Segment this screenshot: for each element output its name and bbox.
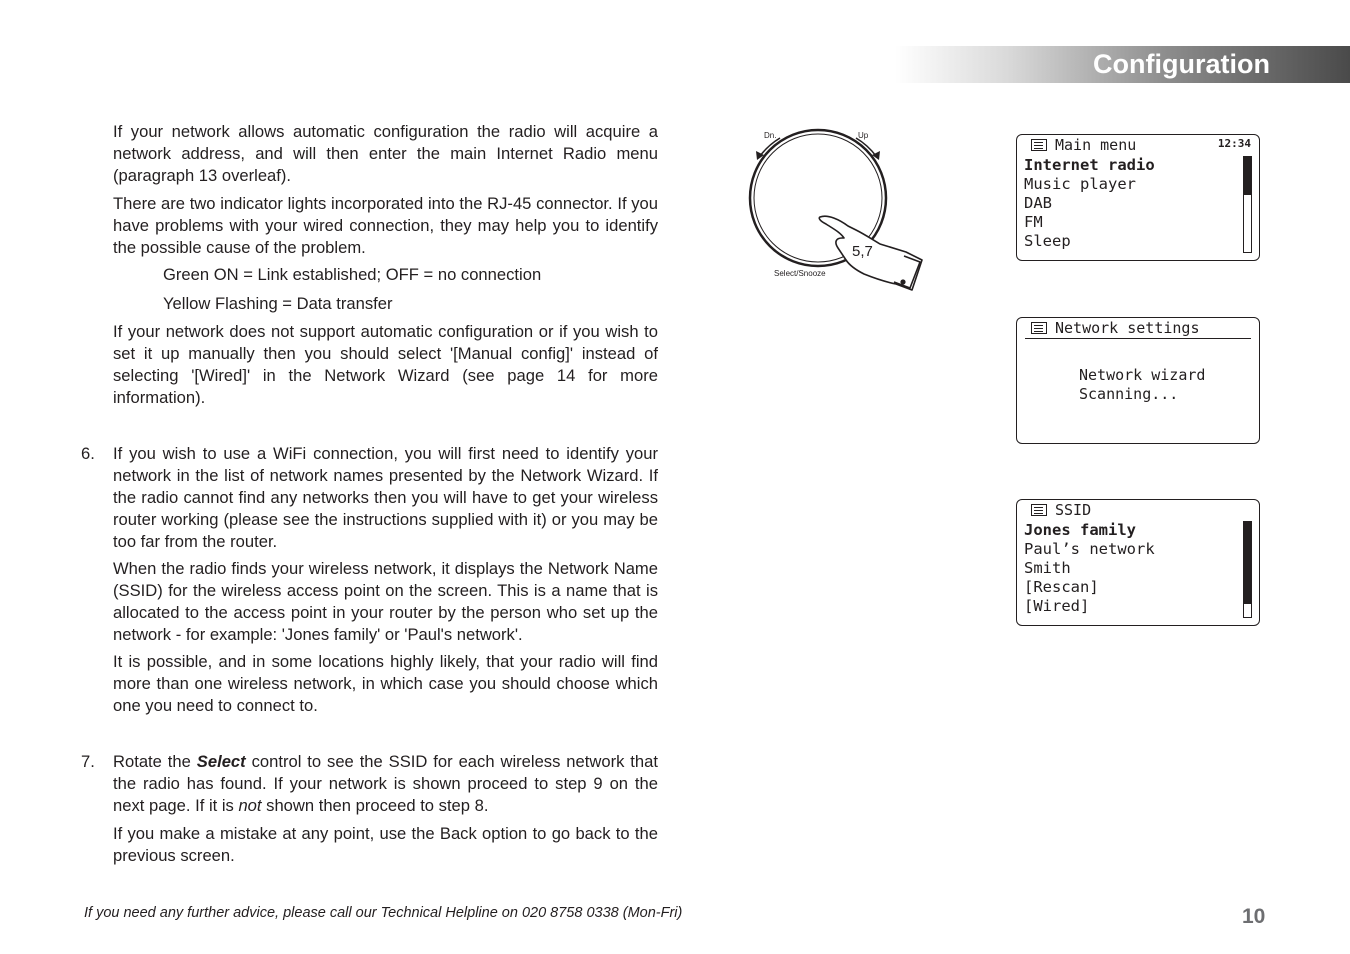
step-reference-label: 5,7 — [852, 243, 873, 260]
dial-label-up: Up — [858, 131, 869, 140]
lcd-title-row — [1031, 500, 1091, 520]
step-number-6: 6. — [81, 444, 95, 463]
scrollbar — [1243, 156, 1252, 253]
paragraph-wifi-connection: If you wish to use a WiFi connection, you will first need to identify your network in the list of network names presented by the Network Wizard. If the radio cannot find any networks then you will have to get your wireless router working (please see the instructions supplied with it) or you may be too far from the router. — [113, 444, 658, 551]
lcd-clock: 12:34 — [1217, 137, 1251, 150]
scrollbar — [1243, 521, 1252, 618]
lcd-title: Main menu — [1055, 136, 1137, 154]
menu-list-icon — [1031, 322, 1047, 334]
lcd-menu-item: FM — [1024, 213, 1043, 231]
lcd-menu-item: [Rescan] — [1024, 578, 1099, 596]
section-header-bar — [895, 46, 1350, 83]
lcd-menu-item: Sleep — [1024, 232, 1071, 250]
paragraph-back-option: If you make a mistake at any point, use the Back option to go back to the previous screen. — [113, 824, 658, 865]
paragraph-multiple-networks: It is possible, and in some locations highly likely, that your radio will find more than one wireless network, in which case you should choose which one you need to connect to. — [113, 652, 658, 715]
lcd-title-row — [1031, 318, 1200, 338]
lcd-main-menu — [1016, 134, 1260, 261]
ssid-list — [1024, 521, 1155, 616]
helpline-note: If you need any further advice, please call our Technical Helpline on 020 8758 0338 (Mon-Fri) — [84, 905, 683, 921]
yellow-led-note: Yellow Flashing = Data transfer — [163, 294, 393, 313]
menu-list-icon — [1031, 504, 1047, 516]
title-divider — [1025, 338, 1251, 339]
scrollbar-thumb — [1244, 157, 1251, 195]
paragraph-manual-config: If your network does not support automatic configuration or if you wish to set it up manually then you should select '[Manual config]' instead of selecting '[Wired]' in the Network Wizard (see page 14 for more information). — [113, 322, 658, 407]
paragraph-ssid-explained: When the radio finds your wireless network, it displays the Network Name (SSID) for the wireless access point on the screen. This is a name that is allocated to the access point in your router by the person who set up the network - for example: 'Jones family' or 'Paul's network'. — [113, 559, 658, 644]
green-led-note: Green ON = Link established; OFF = no connection — [163, 265, 542, 284]
lcd-ssid — [1016, 499, 1260, 626]
lcd-menu-item: DAB — [1024, 194, 1052, 212]
dial-label-down: Dn. — [764, 131, 777, 140]
menu-list-icon — [1031, 139, 1047, 151]
lcd-menu-item: [Wired] — [1024, 597, 1090, 615]
step-number-7: 7. — [81, 752, 95, 771]
select-dial-illustration — [740, 120, 940, 300]
scrollbar-thumb — [1244, 522, 1251, 604]
lcd-title: SSID — [1055, 501, 1092, 519]
lcd-title: Network settings — [1055, 319, 1200, 337]
lcd-menu-item: Jones family — [1024, 521, 1136, 539]
paragraph-auto-config: If your network allows automatic configuration the radio will acquire a network address, and will then enter the main Internet Radio menu (paragraph 13 overleaf). — [113, 122, 658, 185]
paragraph-rotate-select: Rotate the Select control to see the SSID for each wireless network that the radio has found. If your network is shown proceed to step 9 on the next page. If it is not shown then proceed to step 8. — [113, 752, 658, 815]
lcd-line-wizard: Network wizard — [1079, 366, 1206, 384]
lcd-menu-item: Internet radio — [1024, 156, 1155, 174]
select-control-name: Select — [196, 752, 246, 771]
lcd-line-scanning: Scanning... — [1079, 385, 1179, 403]
lcd-title-row — [1031, 135, 1136, 155]
main-menu-list — [1024, 156, 1155, 251]
dial-label-select: Select/Snooze — [774, 269, 826, 278]
page-number: 10 — [1242, 905, 1266, 928]
section-title: Configuration — [1093, 49, 1270, 79]
lcd-menu-item: Paul’s network — [1024, 540, 1155, 558]
lcd-menu-item: Music player — [1024, 175, 1136, 193]
paragraph-indicator-lights: There are two indicator lights incorporated into the RJ-45 connector. If you have problems with your wired connection, they may help you to identify the possible cause of the problem. — [113, 194, 658, 257]
lcd-network-settings — [1016, 317, 1260, 444]
lcd-menu-item: Smith — [1024, 559, 1071, 577]
